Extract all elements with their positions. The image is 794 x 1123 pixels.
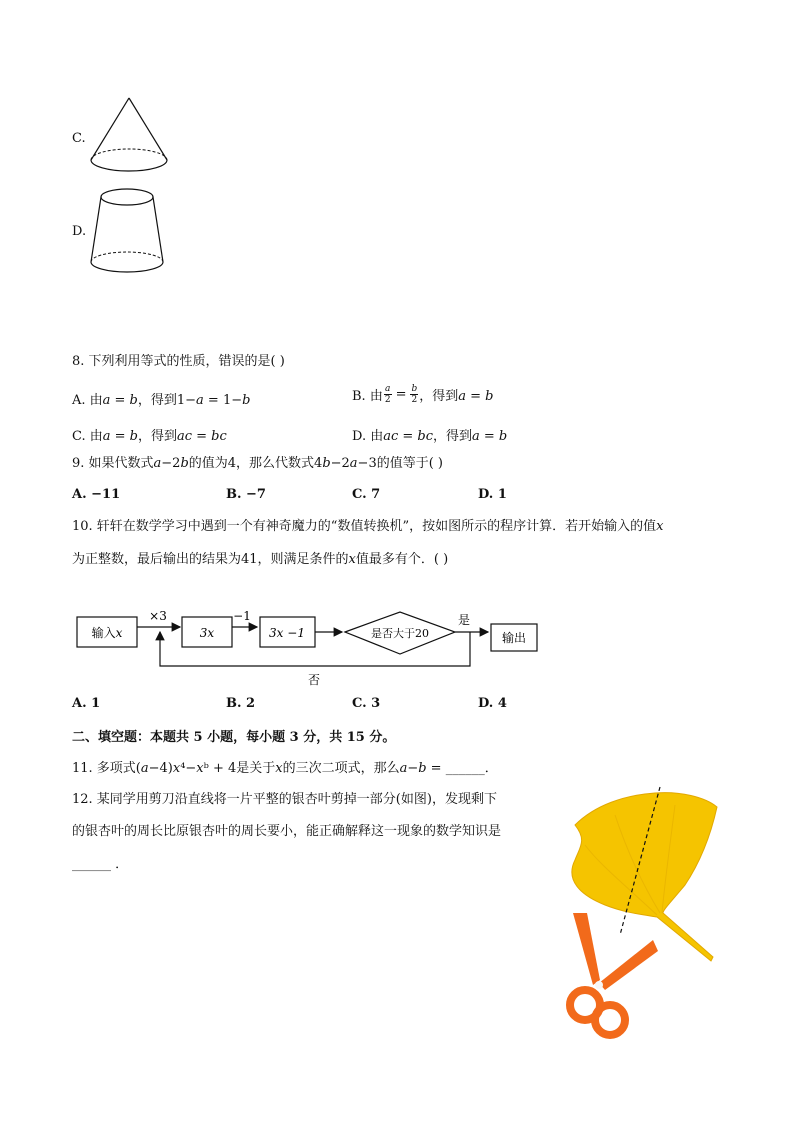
q8-b-equals: = xyxy=(395,387,407,402)
q9-option-a: A. −11 xyxy=(72,487,121,502)
q12-line-2: 的银杏叶的周长比原银杏叶的周长要小，能正确解释这一现象的数学知识是 xyxy=(72,824,502,839)
q8-b-frac1-den: 2 xyxy=(384,395,391,405)
q8-b-frac1-num: 𝑎 xyxy=(385,384,391,394)
scissors-icon xyxy=(570,913,658,1035)
q9-option-d: D. 1 xyxy=(478,487,507,502)
q9-stem: 9. 如果代数式𝑎−2𝑏的值为4，那么代数式4𝑏−2𝑎−3的值等于( ) xyxy=(72,456,443,471)
q9-option-b: B. −7 xyxy=(226,487,266,502)
q8-b-fraction-2 xyxy=(410,384,418,405)
flow-output-text: 输出 xyxy=(501,631,527,645)
q8-option-b xyxy=(352,384,493,405)
q10-flowchart xyxy=(70,602,550,688)
q8-b-suffix: ，得到𝑎 = 𝑏 xyxy=(419,389,494,404)
q10-line-1: 10. 轩轩在数学学习中遇到一个有神奇魔力的“数值转换机”，按如图所示的程序计算．若开始输入的值𝑥 xyxy=(72,519,664,534)
q10-option-b: B. 2 xyxy=(226,696,256,711)
flow-3x-text: 3𝑥 xyxy=(199,626,215,640)
section-2-title: 二、填空题：本题共 5 小题，每小题 3 分，共 15 分。 xyxy=(72,730,396,745)
q8-b-frac2-num: 𝑏 xyxy=(411,384,418,394)
q9-option-c: C. 7 xyxy=(352,487,381,502)
q8-b-fraction-1 xyxy=(384,384,392,405)
q12-line-1: 12. 某同学用剪刀沿直线将一片平整的银杏叶剪掉一部分(如图)，发现剩下 xyxy=(72,792,497,807)
q10-option-a: A. 1 xyxy=(72,696,101,711)
flow-op-times3: ×3 xyxy=(149,609,167,623)
ginkgo-leaf xyxy=(572,793,717,961)
q8-b-prefix: B. 由 xyxy=(352,389,383,404)
cone-figure xyxy=(88,96,170,178)
flow-input-text: 输入𝑥 xyxy=(91,626,123,640)
q12-line-3: ______ ． xyxy=(72,857,129,872)
ginkgo-scissors-illustration xyxy=(545,785,725,1040)
q8-option-a: A. 由𝑎 = 𝑏，得到1−𝑎 = 1−𝑏 xyxy=(72,393,251,408)
flow-3x-minus1-text: 3𝑥 −1 xyxy=(269,626,305,640)
flow-decision-text: 是否大于20 xyxy=(371,627,429,640)
q10-line-2: 为正整数，最后输出的结果为41，则满足条件的𝑥值最多有个．( ) xyxy=(72,552,449,567)
q7-option-d-label: D. xyxy=(72,224,87,239)
q7-option-c-label: C. xyxy=(72,131,86,146)
flow-yes-label: 是 xyxy=(457,613,471,627)
q10-option-d: D. 4 xyxy=(478,696,507,711)
q8-option-c: C. 由𝑎 = 𝑏，得到𝑎𝑐 = 𝑏𝑐 xyxy=(72,429,227,444)
q8-stem: 8. 下列利用等式的性质，错误的是( ) xyxy=(72,354,285,369)
flow-no-label: 否 xyxy=(307,673,321,687)
q8-b-frac2-den: 2 xyxy=(411,395,418,405)
frustum-figure xyxy=(88,186,166,278)
q8-option-d: D. 由𝑎𝑐 = 𝑏𝑐，得到𝑎 = 𝑏 xyxy=(352,429,508,444)
q11-stem: 11. 多项式(𝑎−4)𝑥⁴−𝑥ᵇ + 4是关于𝑥的三次二项式，那么𝑎−𝑏 = ______． xyxy=(72,761,498,776)
q10-option-c: C. 3 xyxy=(352,696,381,711)
flow-op-minus1: −1 xyxy=(233,609,251,623)
